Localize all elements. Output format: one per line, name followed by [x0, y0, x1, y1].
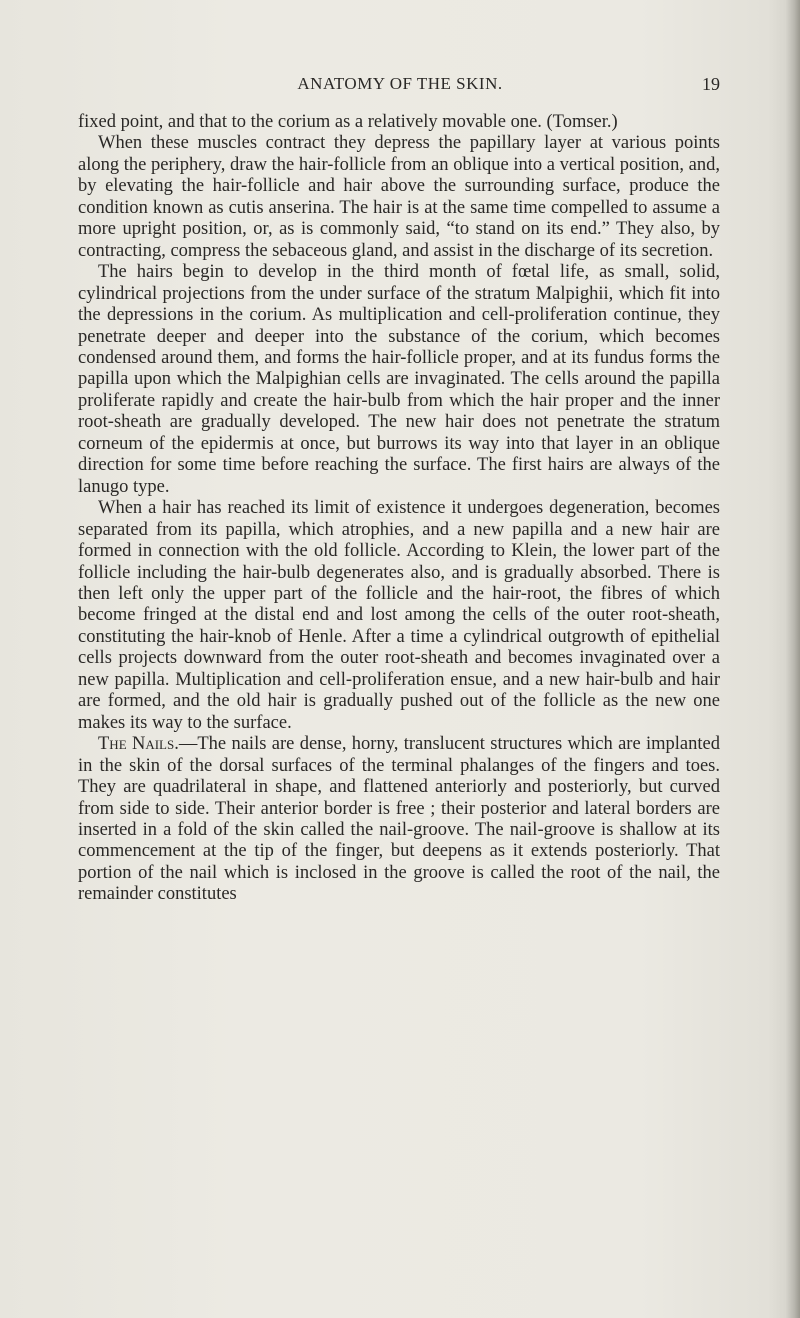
paragraph-continuation: fixed point, and that to the corium as a relatively movable one. (Tomser.)	[78, 112, 618, 132]
running-head: ANATOMY OF THE SKIN.	[297, 74, 503, 93]
page-header	[80, 74, 720, 98]
paragraph-nails	[78, 734, 720, 906]
paragraph-muscles: When these muscles contract they depress the papillary layer at various points along the periphery, draw the hair-follicle from an oblique into a vertical position, and, by elevating the hair-follicle and hair above the surrounding surface, produce the condition known as cutis anserina. The hair is at the same time compelled to assume a more upright position, or, as is commonly said, “to stand on its end.” They also, by contracting, compress the sebaceous gland, and assist in the discharge of its secretion.	[78, 133, 720, 261]
paragraph-hair-degeneration: When a hair has reached its limit of existence it undergoes degeneration, becomes separated from its papilla, which atrophies, and a new papilla and a new hair are formed in connection with the old follicle. According to Klein, the lower part of the follicle including the hair-bulb degenerates also, and is gradually absorbed. There is then left only the upper part of the follicle and the hair-root, the fibres of which become fringed at the distal end and lost among the cells of the outer root-sheath, constituting the hair-knob of Henle. After a time a cylindrical outgrowth of epithelial cells projects downward from the outer root-sheath and becomes invaginated over a new papilla. Multiplication and cell-proliferation ensue, and a new hair-bulb and hair are formed, and the old hair is gradually pushed out of the follicle as the new one makes its way to the surface.	[78, 498, 720, 733]
page-number: 19	[702, 74, 720, 94]
page-edge	[786, 0, 800, 1318]
body-text	[78, 112, 720, 906]
paragraph-hair-development: The hairs begin to develop in the third month of fœtal life, as small, solid, cylindrical projections from the under surface of the stratum Malpighii, which fit into the depressions in the corium. As multiplication and cell-proliferation continue, they penetrate deeper and deeper into the substance of the corium, which becomes condensed around them, and forms the hair-follicle proper, and at its fundus forms the papilla upon which the Malpighian cells are invaginated. The cells around the papilla proliferate rapidly and create the hair-bulb from which the hair proper and the inner root-sheath are gradually developed. The new hair does not penetrate the stratum corneum of the epidermis at once, but burrows its way into that layer in an oblique direction for some time before reaching the surface. The first hairs are always of the lanugo type.	[78, 262, 720, 497]
paragraph-nails-text: —The nails are dense, horny, translucent structures which are implanted in the skin of the dorsal surfaces of the terminal phalanges of the fingers and toes. They are quadrilateral in shape, and flattened anteriorly and posteriorly, but curved from side to side. Their anterior border is free ; their posterior and lateral borders are inserted in a fold of the skin called the nail-groove. The nail-groove is shallow at its commencement at the tip of the finger, but deepens as it extends posteriorly. That portion of the nail which is inclosed in the groove is called the root of the nail, the remainder constitutes	[78, 734, 720, 905]
section-heading-nails: The Nails.	[98, 734, 179, 755]
